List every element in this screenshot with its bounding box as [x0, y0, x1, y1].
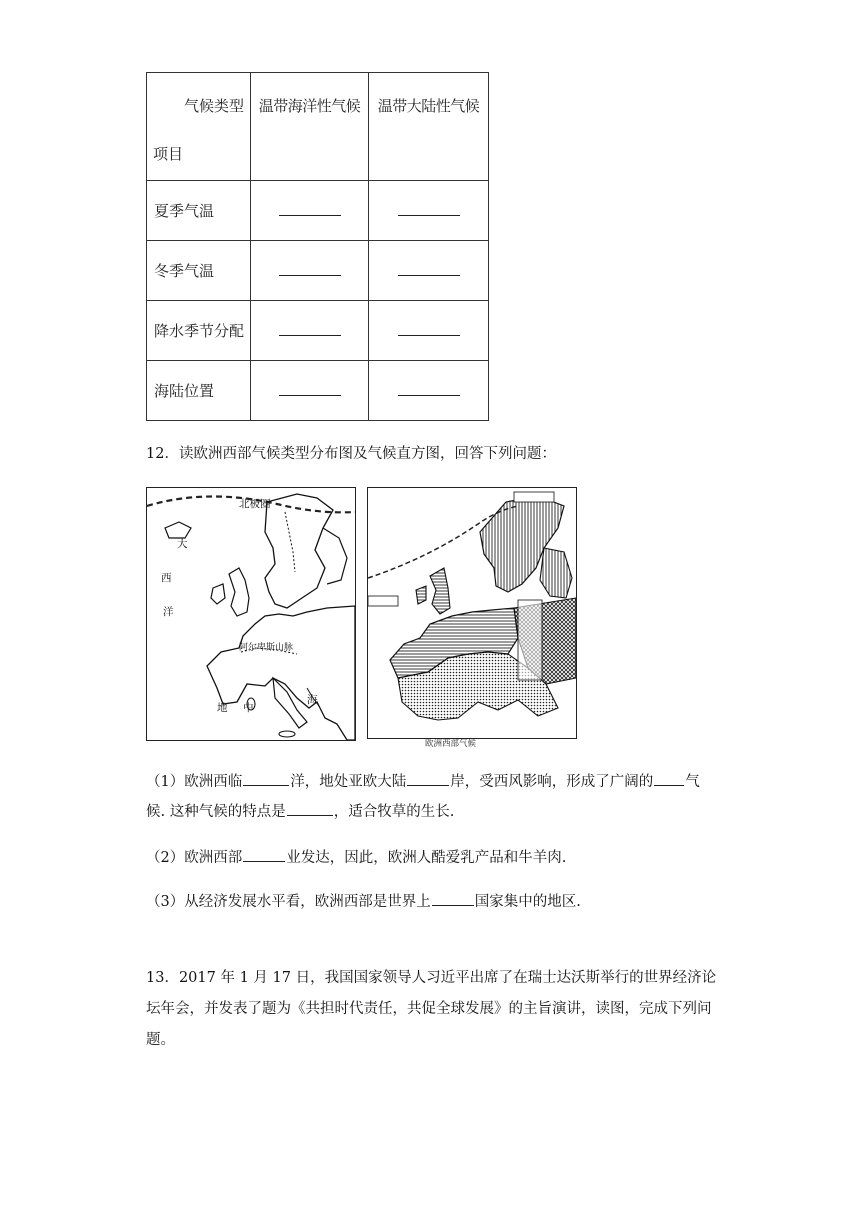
header-continental-climate: 温带大陆性气候: [369, 73, 489, 181]
mediterranean-label-3: 海: [307, 694, 318, 706]
row-label: 降水季节分配: [147, 301, 251, 361]
atlantic-label-3: 洋: [163, 606, 174, 618]
answer-blank[interactable]: [432, 891, 474, 906]
answer-blank[interactable]: [407, 771, 449, 786]
sub-question-2: （2）欧洲西部 业发达，因此，欧洲人酷爱乳产品和牛羊肉.: [146, 843, 736, 873]
question-12-prompt: 12．读欧洲西部气候类型分布图及气候直方图，回答下列问题：: [146, 446, 556, 462]
table-row: [147, 181, 489, 241]
table-row: [147, 241, 489, 301]
answer-blank[interactable]: [279, 335, 341, 336]
answer-blank[interactable]: [398, 335, 460, 336]
climate-comparison-table: [146, 72, 489, 421]
answer-blank[interactable]: [243, 847, 285, 862]
answer-blank[interactable]: [243, 771, 289, 786]
answer-blank[interactable]: [398, 215, 460, 216]
answer-blank[interactable]: [287, 801, 333, 816]
sub-question-1: （1）欧洲西临 洋，地处亚欧大陆 岸，受西风影响，形成了广阔的 气 候. 这种气候的特点是 ，适合牧草的生长.: [146, 767, 736, 827]
europe-climate-map: [367, 487, 577, 739]
atlantic-label-1: 大: [177, 538, 188, 550]
mediterranean-label-1: 地: [217, 702, 228, 714]
mediterranean-label-2: 中: [243, 702, 254, 714]
header-climate-type: 气候类型: [183, 97, 244, 115]
answer-blank[interactable]: [398, 275, 460, 276]
table-row: [147, 301, 489, 361]
atlantic-label-2: 西: [161, 572, 172, 584]
table-row: [147, 361, 489, 421]
header-oceanic-climate: 温带海洋性气候: [251, 73, 369, 181]
question-13-prompt: 13．2017 年 1 月 17 日，我国国家领导人习近平出席了在瑞士达沃斯举行的世界经济论坛年会，并发表了题为《共担时代责任，共促全球发展》的主旨演讲，读图，完成下列问题。: [146, 970, 717, 1048]
row-label: 海陆位置: [147, 361, 251, 421]
answer-blank[interactable]: [279, 215, 341, 216]
answer-blank[interactable]: [654, 771, 684, 786]
europe-physical-map: [146, 487, 356, 741]
sub-question-3: （3）从经济发展水平看，欧洲西部是世界上 国家集中的地区.: [146, 887, 736, 917]
answer-blank[interactable]: [279, 395, 341, 396]
climate-map-caption: 欧洲西部气候: [425, 739, 477, 749]
row-label: 夏季气温: [147, 181, 251, 241]
answer-blank[interactable]: [279, 275, 341, 276]
alps-label: 阿尔卑斯山脉: [239, 643, 294, 653]
arctic-circle-label: 北极圈: [239, 498, 271, 510]
row-label: 冬季气温: [147, 241, 251, 301]
header-item: 项目: [153, 145, 184, 163]
answer-blank[interactable]: [398, 395, 460, 396]
table-diagonal-header: [147, 73, 251, 181]
